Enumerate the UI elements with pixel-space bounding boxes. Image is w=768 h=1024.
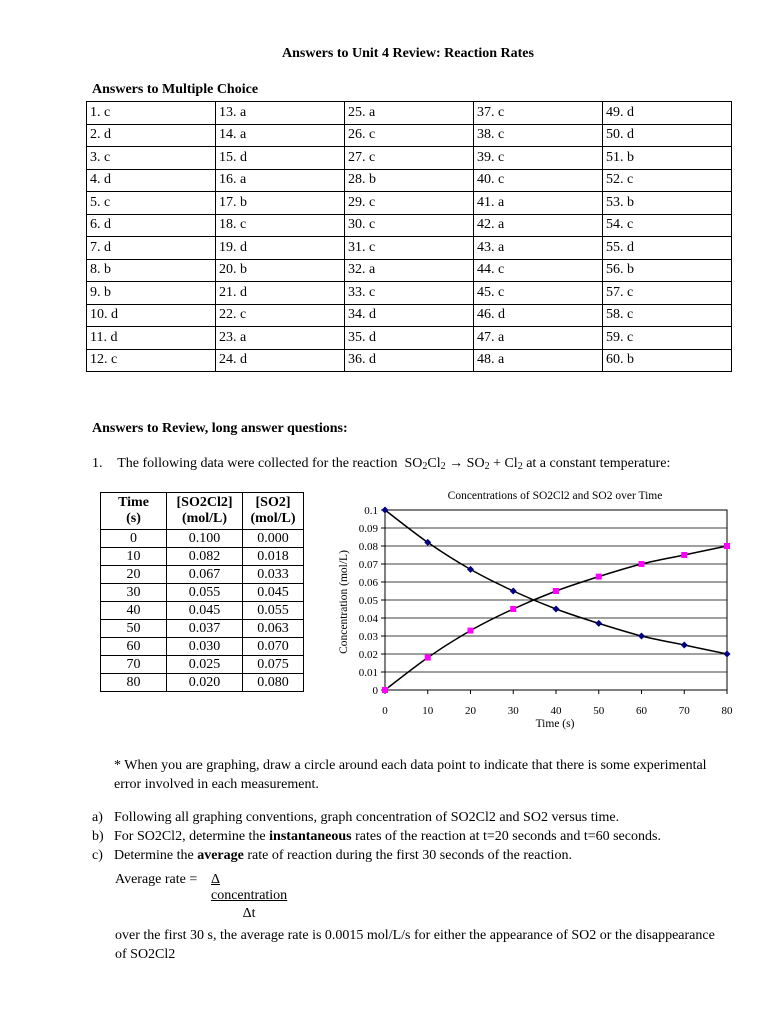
- data-cell: 0.037: [167, 620, 243, 638]
- table-row: [87, 147, 732, 170]
- concentration-chart: [330, 484, 740, 734]
- table-row: [101, 638, 304, 656]
- x-tick-label: 70: [678, 705, 690, 717]
- data-point-SO2: [510, 606, 516, 612]
- table-row: [87, 304, 732, 327]
- data-cell: 0.067: [167, 566, 243, 584]
- answer-cell: 1. c: [87, 102, 216, 125]
- answer-cell: 42. a: [474, 214, 603, 237]
- answer-cell: 38. c: [474, 124, 603, 147]
- table-row: [87, 259, 732, 282]
- data-cell: 0.080: [243, 674, 304, 692]
- y-tick-label: 0.06: [358, 577, 378, 589]
- answer-cell: 58. c: [603, 304, 732, 327]
- answer-cell: 12. c: [87, 349, 216, 372]
- y-tick-label: 0.02: [358, 649, 378, 661]
- answer-cell: 28. b: [345, 169, 474, 192]
- data-cell: 50: [101, 620, 167, 638]
- data-point-SO2: [681, 552, 687, 558]
- data-point-SO2Cl2: [467, 566, 474, 573]
- answer-cell: 27. c: [345, 147, 474, 170]
- data-cell: 0.075: [243, 656, 304, 674]
- data-cell: 60: [101, 638, 167, 656]
- table-row: [87, 192, 732, 215]
- answer-cell: 41. a: [474, 192, 603, 215]
- answer-cell: 35. d: [345, 327, 474, 350]
- answer-cell: 47. a: [474, 327, 603, 350]
- y-tick-label: 0.08: [358, 541, 378, 553]
- data-point-SO2Cl2: [724, 651, 731, 658]
- page-title: Answers to Unit 4 Review: Reaction Rates: [282, 46, 534, 61]
- table-row: [101, 620, 304, 638]
- data-cell: 0.070: [243, 638, 304, 656]
- answer-cell: 43. a: [474, 237, 603, 260]
- x-tick-label: 60: [636, 705, 647, 717]
- answer-cell: 21. d: [216, 282, 345, 305]
- data-cell: 0: [101, 530, 167, 548]
- answer-cell: 37. c: [474, 102, 603, 125]
- question-number: 1.: [92, 456, 103, 471]
- graphing-note: * When you are graphing, draw a circle around each data point to indicate that there is some experimental error involved in each measurement.: [114, 758, 707, 792]
- formula-denominator: Δt: [242, 906, 256, 921]
- answer-cell: 32. a: [345, 259, 474, 282]
- chart-title: Concentrations of SO2Cl2 and SO2 over Time: [447, 490, 663, 502]
- reaction-equation: $SO_2Cl_2 \to SO_2 + Cl_2$: [404, 456, 523, 472]
- x-tick-label: 50: [593, 705, 605, 717]
- question-text: The following data were collected for the reaction: [117, 456, 398, 471]
- answer-cell: 31. c: [345, 237, 474, 260]
- answer-cell: 53. b: [603, 192, 732, 215]
- data-cell: 0.045: [243, 584, 304, 602]
- answer-cell: 13. a: [216, 102, 345, 125]
- data-cell: 40: [101, 602, 167, 620]
- answer-cell: 48. a: [474, 349, 603, 372]
- data-cell: 80: [101, 674, 167, 692]
- table-row: [87, 282, 732, 305]
- answer-cell: 2. d: [87, 124, 216, 147]
- answer-cell: 44. c: [474, 259, 603, 282]
- multiple-choice-heading: Answers to Multiple Choice: [92, 82, 259, 97]
- answer-cell: 3. c: [87, 147, 216, 170]
- y-tick-label: 0.1: [364, 505, 378, 517]
- answer-cell: 10. d: [87, 304, 216, 327]
- answer-cell: 22. c: [216, 304, 345, 327]
- x-tick-label: 40: [550, 705, 562, 717]
- table-row: [101, 530, 304, 548]
- data-point-SO2Cl2: [681, 642, 688, 649]
- data-point-SO2: [724, 543, 730, 549]
- data-table: [100, 492, 304, 692]
- table-row: [87, 124, 732, 147]
- table-row: [101, 566, 304, 584]
- data-point-SO2Cl2: [595, 620, 602, 627]
- answer-cell: 11. d: [87, 327, 216, 350]
- answer-cell: 39. c: [474, 147, 603, 170]
- answer-cell: 40. c: [474, 169, 603, 192]
- table-row: [87, 237, 732, 260]
- multiple-choice-table: [86, 101, 732, 372]
- answer-cell: 5. c: [87, 192, 216, 215]
- y-axis-label: Concentration (mol/L): [338, 550, 350, 654]
- answer-cell: 25. a: [345, 102, 474, 125]
- part-a: a) Following all graphing conventions, graph concentration of SO2Cl2 and SO2 versus time.: [92, 810, 620, 825]
- table-row: [87, 327, 732, 350]
- data-cell: 0.020: [167, 674, 243, 692]
- data-point-SO2Cl2: [638, 633, 645, 640]
- answer-cell: 56. b: [603, 259, 732, 282]
- answer-cell: 7. d: [87, 237, 216, 260]
- question-1: [92, 456, 670, 472]
- data-cell: 0.025: [167, 656, 243, 674]
- answer-cell: 6. d: [87, 214, 216, 237]
- data-cell: 0.055: [167, 584, 243, 602]
- data-cell: 0.055: [243, 602, 304, 620]
- answer-cell: 8. b: [87, 259, 216, 282]
- data-point-SO2: [382, 687, 388, 693]
- answer-cell: 51. b: [603, 147, 732, 170]
- y-tick-label: 0.05: [358, 595, 378, 607]
- data-cell: 0.045: [167, 602, 243, 620]
- table-row: [87, 169, 732, 192]
- table-row: [87, 214, 732, 237]
- formula-numerator: Δ concentration: [211, 872, 288, 903]
- answer-cell: 30. c: [345, 214, 474, 237]
- answer-cell: 55. d: [603, 237, 732, 260]
- long-answer-heading: Answers to Review, long answer questions:: [92, 421, 348, 436]
- table-row: [101, 602, 304, 620]
- data-point-SO2: [639, 561, 645, 567]
- data-point-SO2: [596, 574, 602, 580]
- column-header: [SO2Cl2] (mol/L): [167, 493, 243, 530]
- data-point-SO2: [553, 588, 559, 594]
- y-tick-label: 0.03: [358, 631, 378, 643]
- data-point-SO2: [425, 655, 431, 661]
- x-axis-label: Time (s): [535, 718, 575, 730]
- column-header: [SO2] (mol/L): [243, 493, 304, 530]
- answer-cell: 57. c: [603, 282, 732, 305]
- y-tick-label: 0: [372, 685, 378, 697]
- answer-cell: 46. d: [474, 304, 603, 327]
- answer-cell: 50. d: [603, 124, 732, 147]
- table-row: [101, 548, 304, 566]
- answer-cell: 20. b: [216, 259, 345, 282]
- data-cell: 0.082: [167, 548, 243, 566]
- table-row: [101, 674, 304, 692]
- data-cell: 0.033: [243, 566, 304, 584]
- answer-cell: 19. d: [216, 237, 345, 260]
- data-cell: 70: [101, 656, 167, 674]
- data-point-SO2: [468, 628, 474, 634]
- table-row: [101, 584, 304, 602]
- average-rate-label: Average rate =: [115, 872, 198, 887]
- answer-cell: 16. a: [216, 169, 345, 192]
- x-tick-label: 10: [422, 705, 434, 717]
- data-cell: 10: [101, 548, 167, 566]
- y-tick-label: 0.01: [358, 667, 378, 679]
- data-cell: 0.000: [243, 530, 304, 548]
- data-cell: 0.063: [243, 620, 304, 638]
- table-row: [87, 102, 732, 125]
- answer-cell: 59. c: [603, 327, 732, 350]
- column-header: Time (s): [101, 493, 167, 530]
- data-cell: 0.018: [243, 548, 304, 566]
- answer-cell: 33. c: [345, 282, 474, 305]
- x-tick-label: 0: [382, 705, 388, 717]
- data-point-SO2Cl2: [553, 606, 560, 613]
- answer-cell: 15. d: [216, 147, 345, 170]
- average-rate-formula: [115, 872, 288, 921]
- arrow-icon: →: [449, 456, 464, 471]
- x-tick-label: 20: [465, 705, 476, 717]
- data-cell: 0.030: [167, 638, 243, 656]
- answer-cell: 26. c: [345, 124, 474, 147]
- question-parts: [92, 808, 661, 865]
- table-row: [87, 349, 732, 372]
- answer-cell: 17. b: [216, 192, 345, 215]
- part-c: c) Determine the average rate of reaction during the first 30 seconds of the reaction.: [92, 848, 572, 863]
- answer-cell: 52. c: [603, 169, 732, 192]
- answer-cell: 36. d: [345, 349, 474, 372]
- answer-cell: 60. b: [603, 349, 732, 372]
- answer-cell: 29. c: [345, 192, 474, 215]
- data-cell: 30: [101, 584, 167, 602]
- answer-cell: 49. d: [603, 102, 732, 125]
- answer-cell: 45. c: [474, 282, 603, 305]
- data-cell: 20: [101, 566, 167, 584]
- data-point-SO2Cl2: [510, 588, 517, 595]
- part-b: b) For SO2Cl2, determine the instantaneous rates of the reaction at t=20 seconds and t=60 seconds.: [92, 829, 661, 844]
- answer-cell: 9. b: [87, 282, 216, 305]
- y-tick-label: 0.09: [358, 523, 378, 535]
- data-cell: 0.100: [167, 530, 243, 548]
- answer-cell: 4. d: [87, 169, 216, 192]
- answer-cell: 18. c: [216, 214, 345, 237]
- answer-cell: 23. a: [216, 327, 345, 350]
- x-tick-label: 80: [721, 705, 733, 717]
- x-tick-label: 30: [507, 705, 519, 717]
- answer-cell: 14. a: [216, 124, 345, 147]
- average-rate-answer: over the first 30 s, the average rate is 0.0015 mol/L/s for either the appearance of SO2 or the disappearance of SO2Cl2: [115, 928, 715, 962]
- table-row: [101, 656, 304, 674]
- y-tick-label: 0.04: [358, 613, 378, 625]
- y-tick-label: 0.07: [358, 559, 378, 571]
- answer-cell: 34. d: [345, 304, 474, 327]
- answer-cell: 24. d: [216, 349, 345, 372]
- question-text-after: at a constant temperature:: [526, 456, 671, 471]
- answer-cell: 54. c: [603, 214, 732, 237]
